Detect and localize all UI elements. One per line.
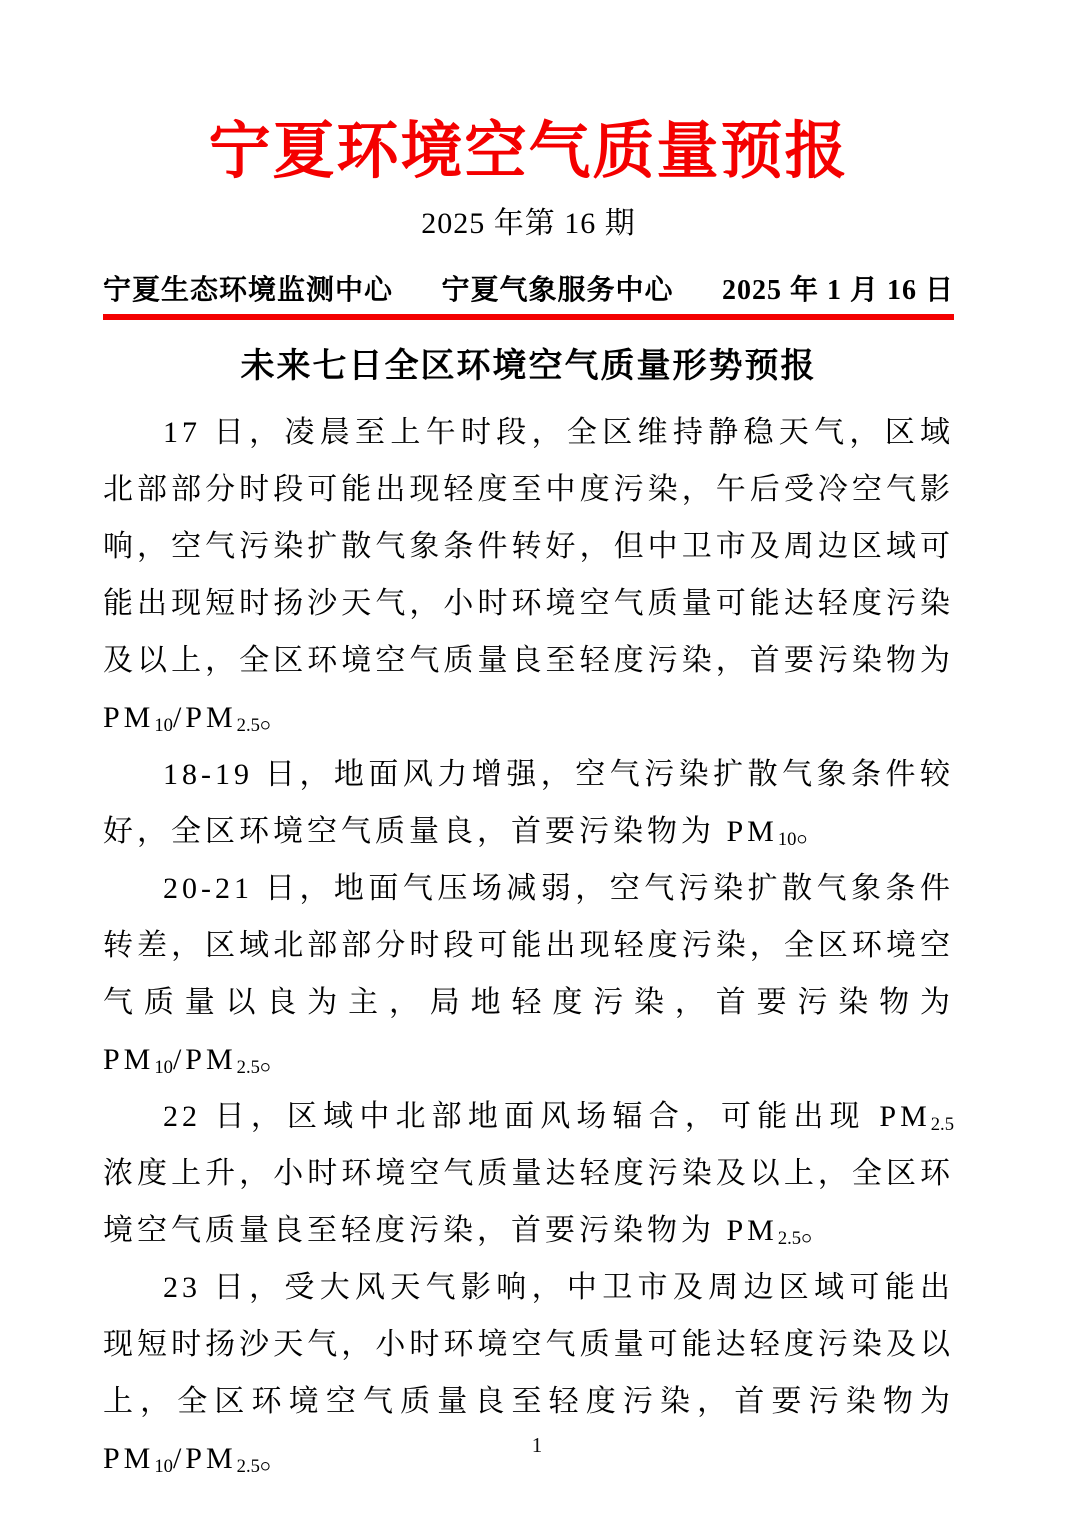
section-title: 未来七日全区环境空气质量形势预报 xyxy=(240,347,817,385)
page-number: 1 xyxy=(531,1433,543,1457)
body-text xyxy=(103,404,954,1487)
document-title: 宁夏环境空气质量预报 xyxy=(208,118,849,186)
body-paragraph: 17 日，凌晨至上午时段，全区维持静稳天气，区域北部部分时段可能出现轻度至中度污染，午后受冷空气影响，空气污染扩散气象条件转好，但中卫市及周边区域可能出现短时扬沙天气，小时环境空气质量可能达轻度污染及以上，全区环境空气质量良至轻度污染，首要污染物为 $PM_{10}/PM_{2.5}$。 xyxy=(103,416,954,737)
body-paragraph: 22 日，区域中北部地面风场辐合，可能出现 $PM_{2.5}$ 浓度上升，小时环境空气质量达轻度污染及以上，全区环境空气质量良至轻度污染，首要污染物为 $PM_{2.5}$。 xyxy=(103,1100,954,1250)
body-paragraph: 23 日，受大风天气影响，中卫市及周边区域可能出现短时扬沙天气，小时环境空气质量可能达轻度污染及以上，全区环境空气质量良至轻度污染，首要污染物为 $PM_{10}/PM_{2.5}$。 xyxy=(103,1271,954,1478)
masthead xyxy=(103,268,954,312)
body-paragraph: 18-19 日，地面风力增强，空气污染扩散气象条件较好，全区环境空气质量良，首要污染物为 $PM_{10}$。 xyxy=(103,758,954,851)
issue-date: 2025 年 1 月 16 日 xyxy=(721,274,954,306)
issuing-org-center: 宁夏气象服务中心 xyxy=(441,274,674,306)
issue-number: 2025 年第 16 期 xyxy=(421,206,636,240)
issuing-org-left: 宁夏生态环境监测中心 xyxy=(103,274,394,306)
body-paragraph: 20-21 日，地面气压场减弱，空气污染扩散气象条件转差，区域北部部分时段可能出现轻度污染，全区环境空气质量以良为主，局地轻度污染，首要污染物为 $PM_{10}/PM_{2.5}$。 xyxy=(103,872,954,1079)
red-divider-line xyxy=(103,314,954,320)
